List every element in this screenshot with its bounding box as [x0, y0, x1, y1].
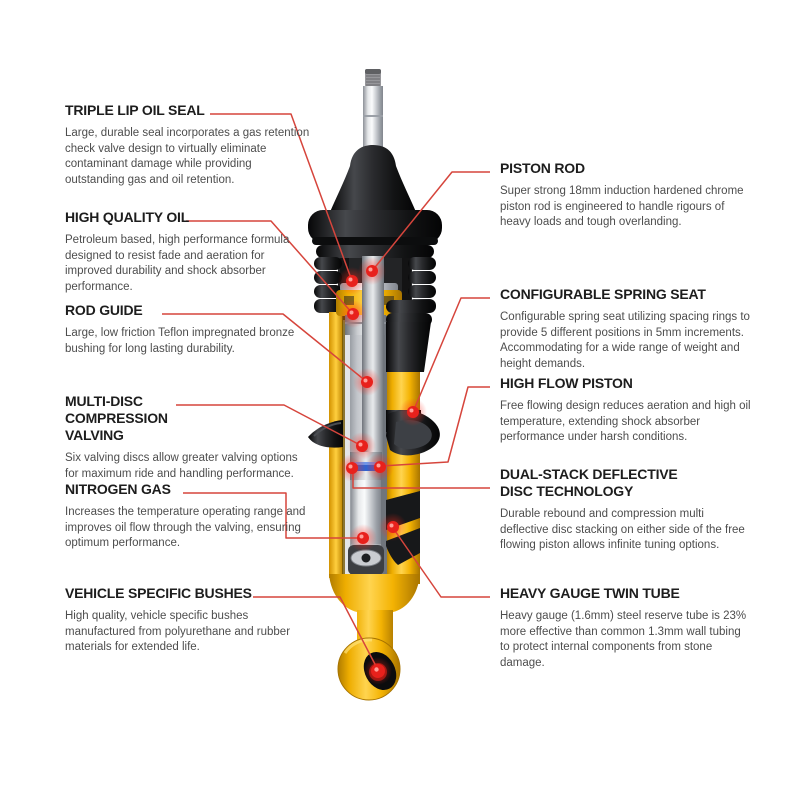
callout-description: High quality, vehicle specific bushes manufactured from polyurethane and rubber materials for extended life.: [65, 610, 291, 653]
callout-description: Free flowing design reduces aeration and high oil temperature, extending shock absorber performance under harsh conditions.: [500, 400, 751, 443]
hotspot-nitrogen-gas: [349, 524, 377, 552]
callout-title: PISTON ROD: [500, 160, 585, 176]
hotspot-spring-seat: [399, 398, 427, 426]
hotspot-rod-guide: [353, 368, 381, 396]
callout-title: HEAVY GAUGE TWIN TUBE: [500, 585, 680, 601]
callout-description: Increases the temperature operating range and improves oil flow through the valving, ensuring optimum performance.: [65, 506, 306, 549]
hotspot-piston-rod: [358, 257, 386, 285]
hotspot-high-quality-oil: [339, 300, 367, 328]
piston-rod-shaft: [363, 86, 383, 152]
hotspot-dual-stack-disc: [338, 454, 366, 482]
dust-boot-lower-sleeve: [386, 300, 434, 372]
piston-rod-threaded-tip: [365, 69, 381, 87]
callout-high-flow-piston: [500, 375, 755, 446]
callout-title: TRIPLE LIP OIL SEAL: [65, 102, 205, 118]
callout-nitrogen-gas: [65, 481, 315, 552]
callout-title: HIGH QUALITY OIL: [65, 209, 190, 225]
callout-rod-guide: [65, 302, 315, 357]
callout-description: Durable rebound and compression multi deflective disc stacking on either side of the free flowing piston allows infinite tuning options.: [500, 508, 745, 551]
callout-title: MULTI-DISC COMPRESSION VALVING: [65, 393, 168, 443]
callout-multi-disc-valving: [65, 393, 315, 482]
callout-title: DUAL-STACK DEFLECTIVE DISC TECHNOLOGY: [500, 466, 678, 499]
callout-vehicle-bushes: [65, 585, 315, 656]
hotspot-vehicle-bushes: [364, 657, 392, 685]
hotspot-high-flow-piston: [366, 453, 394, 481]
callout-twin-tube: [500, 585, 755, 671]
callout-title: CONFIGURABLE SPRING SEAT: [500, 286, 706, 302]
callout-description: Super strong 18mm induction hardened chrome piston rod is engineered to handle rigours of heavy loads and tough overlanding.: [500, 185, 744, 228]
bump-stop-mount: [308, 145, 442, 245]
callout-title: HIGH FLOW PISTON: [500, 375, 633, 391]
body-bottom-cap: [329, 574, 420, 612]
callout-description: Six valving discs allow greater valving options for maximum ride and handling performance.: [65, 452, 298, 480]
callout-description: Heavy gauge (1.6mm) steel reserve tube is 23% more effective than common 1.3mm wall tubing to protect internal components from stone damage.: [500, 610, 747, 669]
callout-description: Petroleum based, high performance formula designed to resist fade and aeration for improved durability and shock absorber performance.: [65, 234, 290, 293]
callout-high-quality-oil: [65, 209, 315, 295]
callout-triple-lip-oil-seal: [65, 102, 315, 188]
hotspot-twin-tube: [379, 513, 407, 541]
callout-description: Large, low friction Teflon impregnated bronze bushing for long lasting durability.: [65, 327, 295, 355]
callout-description: Large, durable seal incorporates a gas retention check valve design to virtually eliminate contaminant damage while providing outstanding gas and oil retention.: [65, 127, 310, 186]
callout-title: VEHICLE SPECIFIC BUSHES: [65, 585, 252, 601]
callout-spring-seat: [500, 286, 755, 372]
callout-description: Configurable spring seat utilizing spacing rings to provide 5 different positions in 5mm increments. Accommodating for a wide range of weight and height demands.: [500, 311, 750, 370]
callout-piston-rod: [500, 160, 755, 231]
callout-title: ROD GUIDE: [65, 302, 143, 318]
callout-dual-stack-disc: [500, 466, 755, 554]
callout-title: NITROGEN GAS: [65, 481, 171, 497]
